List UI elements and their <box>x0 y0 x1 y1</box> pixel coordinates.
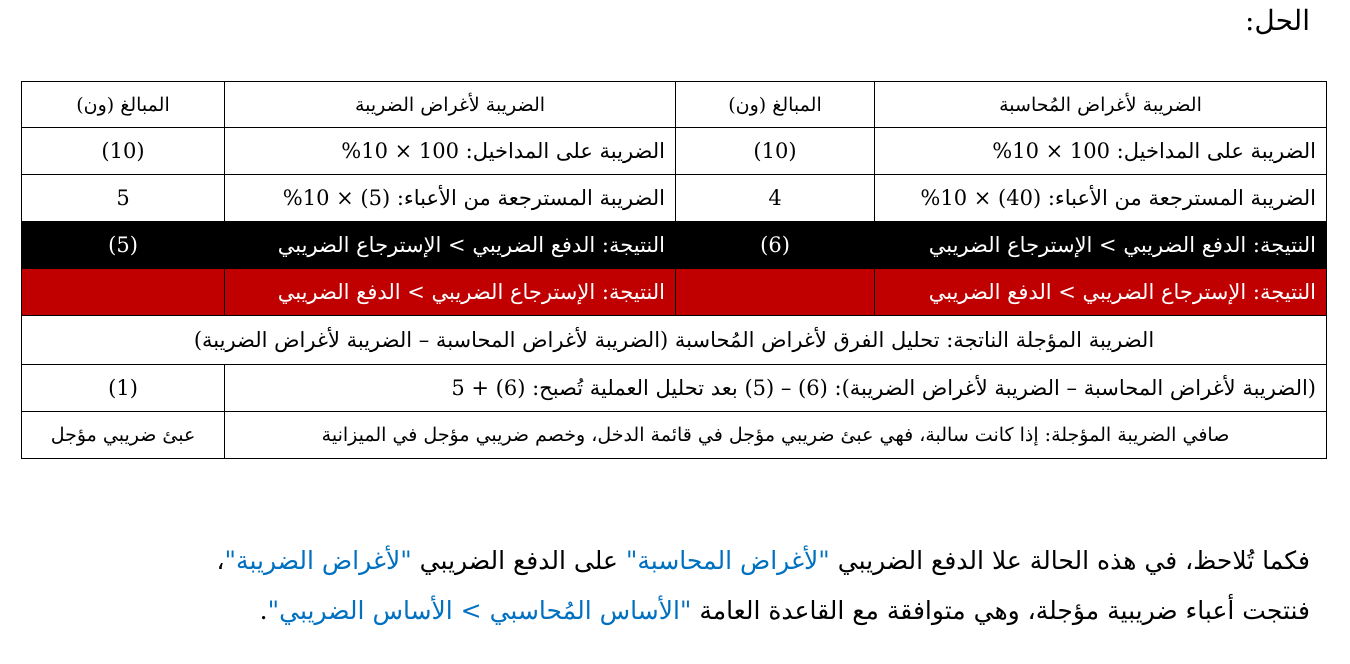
income-tax-accounting-amount: (10) <box>676 128 875 175</box>
text-segment: ، <box>216 546 225 575</box>
income-tax-tax: الضريبة على المداخيل: 100 × 10% <box>225 128 676 175</box>
result-payment-row <box>22 222 1327 269</box>
refund-tax-amount: 5 <box>22 175 225 222</box>
net-deferred-tax-explanation: صافي الضريبة المؤجلة: إذا كانت سالبة، فهي عبئ ضريبي مؤجل في قائمة الدخل، وخصم ضريبي مؤجل في الميزانية <box>225 412 1327 459</box>
conclusion-line-1 <box>40 536 1310 586</box>
conclusion-paragraph <box>40 536 1310 636</box>
result-payment-tax-amount: (5) <box>22 222 225 269</box>
table-row <box>22 365 1327 412</box>
income-tax-accounting: الضريبة على المداخيل: 100 × 10% <box>875 128 1327 175</box>
table-row <box>22 175 1327 222</box>
result-refund-row <box>22 269 1327 316</box>
result-payment-accounting: النتيجة: الدفع الضريبي > الإسترجاع الضريبي <box>875 222 1327 269</box>
highlight-accounting: "لأغراض المحاسبة" <box>625 546 830 575</box>
highlight-tax: "لأغراض الضريبة" <box>224 546 412 575</box>
header-tax-amount: المبالغ (ون) <box>22 82 225 128</box>
refund-tax: الضريبة المسترجعة من الأعباء: (5) × 10% <box>225 175 676 222</box>
table-row <box>22 412 1327 459</box>
deferred-tax-analysis-row <box>22 316 1327 365</box>
result-refund-tax-amount <box>22 269 225 316</box>
solution-heading: الحل: <box>1244 4 1310 37</box>
text-segment: . <box>259 596 268 625</box>
refund-accounting-amount: 4 <box>676 175 875 222</box>
text-segment: فكما تُلاحظ، في هذه الحالة علا الدفع الضريبي <box>829 546 1310 575</box>
deferred-tax-table <box>21 81 1327 459</box>
net-deferred-tax-result: عبئ ضريبي مؤجل <box>22 412 225 459</box>
table-row <box>22 128 1327 175</box>
header-accounting-amount: المبالغ (ون) <box>676 82 875 128</box>
result-payment-accounting-amount: (6) <box>676 222 875 269</box>
difference-amount: (1) <box>22 365 225 412</box>
result-refund-tax: النتيجة: الإسترجاع الضريبي > الدفع الضريبي <box>225 269 676 316</box>
difference-calculation: (الضريبة لأغراض المحاسبة – الضريبة لأغراض الضريبة): (6) – (5) بعد تحليل العملية تُصبح: (6) + 5 <box>225 365 1327 412</box>
header-tax-purposes: الضريبة لأغراض الضريبة <box>225 82 676 128</box>
income-tax-tax-amount: (10) <box>22 128 225 175</box>
text-segment: فنتجت أعباء ضريبية مؤجلة، وهي متوافقة مع القاعدة العامة <box>691 596 1310 625</box>
refund-accounting: الضريبة المسترجعة من الأعباء: (40) × 10% <box>875 175 1327 222</box>
result-refund-accounting-amount <box>676 269 875 316</box>
text-segment: على الدفع الضريبي <box>411 546 626 575</box>
table-header-row <box>22 82 1327 128</box>
result-refund-accounting: النتيجة: الإسترجاع الضريبي > الدفع الضريبي <box>875 269 1327 316</box>
deferred-tax-analysis: الضريبة المؤجلة الناتجة: تحليل الفرق لأغراض المُحاسبة (الضريبة لأغراض المحاسبة – الضريبة لأغراض الضريبة) <box>22 316 1327 365</box>
highlight-rule: "الأساس المُحاسبي > الأساس الضريبي" <box>267 596 692 625</box>
conclusion-line-2 <box>40 586 1310 636</box>
result-payment-tax: النتيجة: الدفع الضريبي > الإسترجاع الضريبي <box>225 222 676 269</box>
header-accounting-tax: الضريبة لأغراض المُحاسبة <box>875 82 1327 128</box>
